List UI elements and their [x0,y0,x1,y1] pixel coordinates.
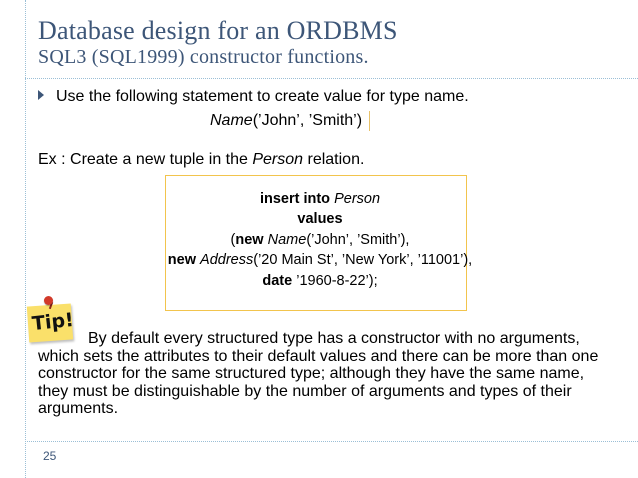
sql-keyword-new: new [235,232,264,248]
title-line-2: SQL3 (SQL1999) constructor functions. [38,46,369,69]
slide-title [38,16,398,69]
tip-paragraph-text: By default every structured type has a constructor with no arguments, which sets the attributes to their default values and there can be more than one constructor for the same structured type; although they have the same name, they must be distinguishable by the number of arguments and types of their arguments. [38,330,599,417]
sql-type-name: Name [267,232,307,248]
example-suffix: relation. [303,151,365,168]
sql-address-args: (’20 Main St’, ’New York’, ’11001’), [253,252,473,268]
sql-keyword-values: values [297,211,343,227]
bullet-text: Use the following statement to create value for type name. [56,88,469,105]
sql-line-4 [150,252,490,268]
tip-badge-text: Tip! [30,308,75,336]
left-divider [25,0,26,478]
bullet-arrow-icon [38,90,44,100]
constructor-name: Name [210,112,253,129]
title-divider [25,78,638,79]
sql-name-args: (’John’, ’Smith’), [306,232,410,248]
sql-date-args: ’1960-8-22’); [296,273,378,289]
tip-paragraph [38,330,608,418]
sql-keyword-new: new [167,252,196,268]
example-prefix: Ex : Create a new tuple in the [38,151,253,168]
sql-line-1 [150,191,490,207]
bullet-item [38,88,469,106]
constructor-args: (’John’, ’Smith’) [252,112,363,129]
sql-keyword-date: date [262,273,293,289]
sql-line-2 [150,211,490,227]
pushpin-icon [44,296,53,305]
example-relation: Person [252,151,304,168]
sql-type-address: Address [200,252,254,268]
footer-divider [25,441,638,442]
title-line-1: Database design for an ORDBMS [38,16,398,45]
text-cursor [369,111,370,131]
page-number: 25 [43,449,57,463]
sql-line-5 [150,273,490,289]
example-description [38,151,364,169]
constructor-example [210,112,362,130]
sql-keyword-insert: insert into [259,191,331,207]
sql-line-3: (new Name(’John’, ’Smith’), [230,232,410,248]
sql-table-name: Person [334,191,381,207]
